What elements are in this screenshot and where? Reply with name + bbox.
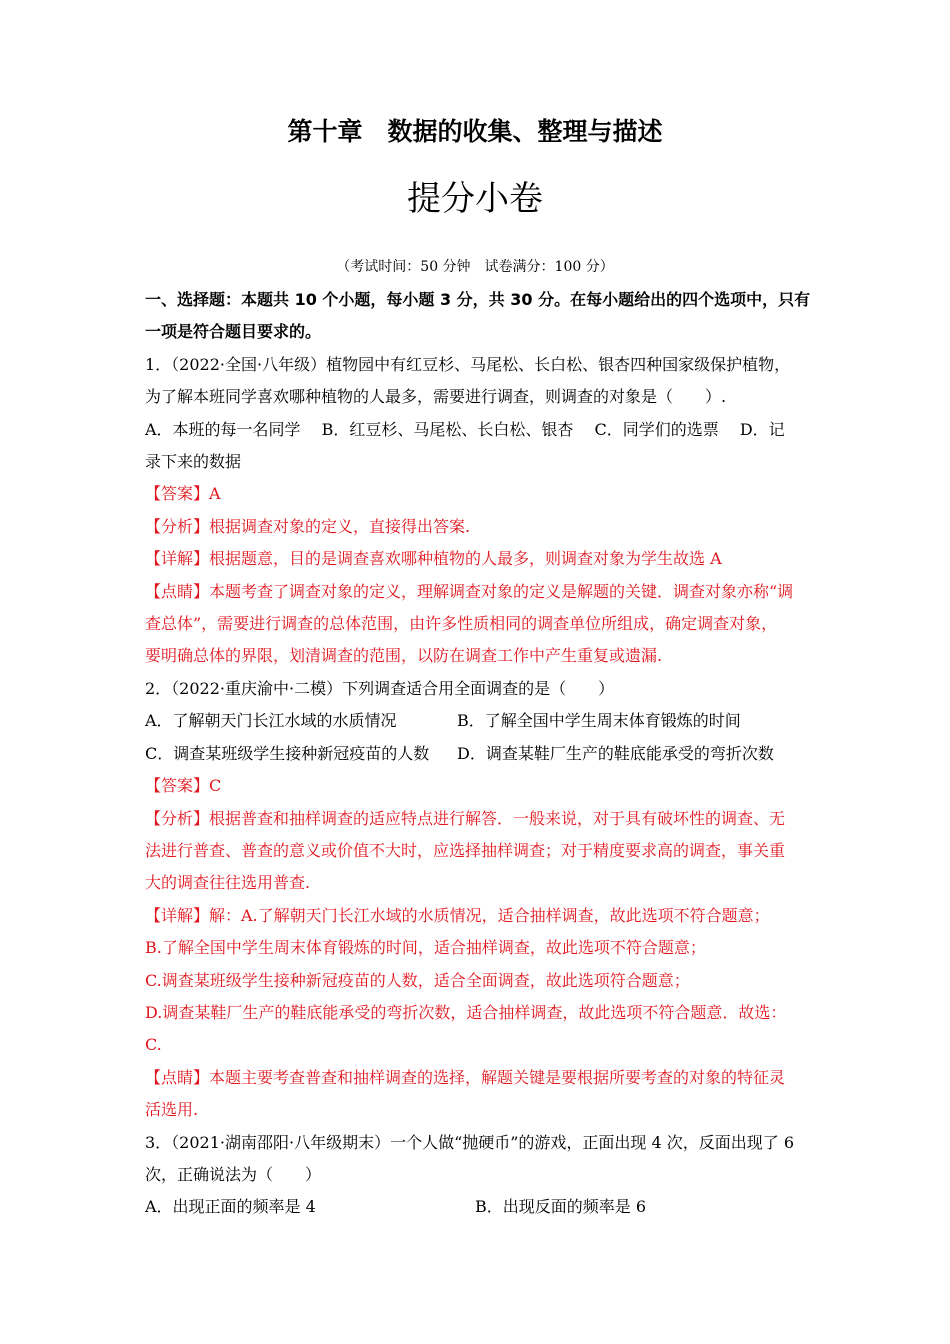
q2-comment-line2: 活选用. bbox=[145, 1100, 199, 1120]
q2-option-c: C．调查某班级学生接种新冠疫苗的人数 bbox=[145, 743, 430, 763]
q1-comment-line1: 【点睛】本题考查了调查对象的定义，理解调查对象的定义是解题的关键．调查对象亦称“调 bbox=[145, 581, 794, 601]
q2-options-row2 bbox=[145, 738, 815, 770]
q2-detail-line1: 【详解】解：A.了解朝天门长江水域的水质情况，适合抽样调查，故此选项不符合题意； bbox=[145, 905, 770, 925]
question-content bbox=[145, 284, 815, 1224]
section-heading-line2: 一项是符合题目要求的。 bbox=[145, 322, 322, 342]
q1-analysis: 【分析】根据调查对象的定义，直接得出答案. bbox=[145, 516, 471, 536]
q1-detail: 【详解】根据题意，目的是调查喜欢哪种植物的人最多，则调查对象为学生故选 A bbox=[145, 549, 722, 569]
q3-options-row1 bbox=[145, 1191, 815, 1223]
paper-subtitle: 提分小卷 bbox=[407, 179, 543, 219]
q1-comment-line2: 查总体”，需要进行调查的总体范围，由许多性质相同的调查单位所组成，确定调查对象， bbox=[145, 614, 778, 634]
q1-comment-line3: 要明确总体的界限，划清调查的范围，以防在调查工作中产生重复或遗漏. bbox=[145, 646, 663, 666]
q2-options-row1 bbox=[145, 705, 815, 737]
q2-option-d: D．调查某鞋厂生产的鞋底能承受的弯折次数 bbox=[457, 743, 774, 763]
q3-option-a: A．出现正面的频率是 4 bbox=[145, 1197, 316, 1217]
q2-detail-line4: D.调查某鞋厂生产的鞋底能承受的弯折次数，适合抽样调查，故此选项不符合题意．故选： bbox=[145, 1002, 787, 1022]
section-heading-line1: 一、选择题：本题共 10 个小题，每小题 3 分，共 30 分。在每小题给出的四个选项中，只有 bbox=[145, 290, 811, 309]
q3-stem-line1: 3．（2021·湖南邵阳·八年级期末）一个人做“抛硬币”的游戏，正面出现 4 次，反面出现了 6 bbox=[145, 1132, 795, 1152]
q3-stem-line2: 次，正确说法为（ ） bbox=[145, 1164, 322, 1184]
q2-answer: 【答案】C bbox=[145, 776, 222, 796]
q2-detail-line2: B.了解全国中学生周末体育锻炼的时间，适合抽样调查，故此选项不符合题意； bbox=[145, 938, 706, 958]
chapter-title: 第十章 数据的收集、整理与描述 bbox=[287, 117, 663, 146]
q2-analysis-line2: 法进行普查、普查的意义或价值不大时，应选择抽样调查；对于精度要求高的调查，事关重 bbox=[145, 840, 786, 860]
q1-options-line2: 录下来的数据 bbox=[145, 452, 242, 472]
q2-comment-line1: 【点睛】本题主要考查普查和抽样调查的选择，解题关键是要根据所要考查的对象的特征灵 bbox=[145, 1067, 786, 1087]
q2-detail-line5: C. bbox=[145, 1035, 162, 1055]
q2-analysis-line3: 大的调查往往选用普查. bbox=[145, 873, 311, 893]
q3-option-b: B．出现反面的频率是 6 bbox=[475, 1197, 647, 1217]
q2-option-b: B．了解全国中学生周末体育锻炼的时间 bbox=[457, 711, 741, 731]
q1-stem-line2: 为了解本班同学喜欢哪种植物的人最多，需要进行调查，则调查的对象是（ ）. bbox=[145, 387, 727, 407]
q1-stem-line1: 1．（2022·全国·八年级）植物园中有红豆杉、马尾松、长白松、银杏四种国家级保护植物， bbox=[145, 354, 791, 374]
exam-info: （考试时间：50 分钟 试卷满分：100 分） bbox=[336, 259, 614, 275]
q2-detail-line3: C.调查某班级学生接种新冠疫苗的人数，适合全面调查，故此选项符合题意； bbox=[145, 970, 690, 990]
q2-stem: 2．（2022·重庆渝中·二模）下列调查适合用全面调查的是（ ） bbox=[145, 678, 615, 698]
q2-option-a: A．了解朝天门长江水域的水质情况 bbox=[145, 711, 397, 731]
q2-analysis-line1: 【分析】根据普查和抽样调查的适应特点进行解答．一般来说，对于具有破坏性的调查、无 bbox=[145, 808, 786, 828]
q1-options-line1: A．本班的每一名同学 B．红豆杉、马尾松、长白松、银杏 C．同学们的选票 D．记 bbox=[145, 419, 785, 439]
q1-answer: 【答案】A bbox=[145, 484, 221, 504]
